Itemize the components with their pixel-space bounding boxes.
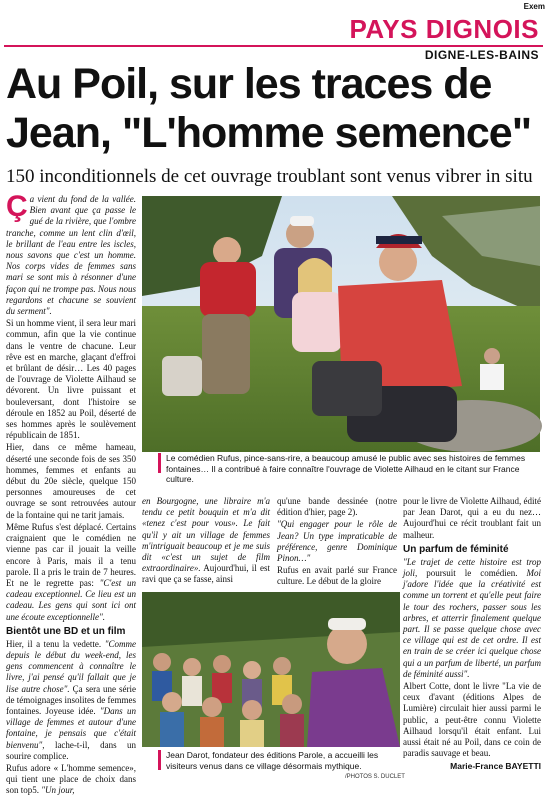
lead-paragraph: Ça vient du fond de la vallée. Bien avant que ça passe le gué de la rivière, que l'ombre tranche, comme un lent clin d'œil, le brillant de l'eau entre les iscles, nous savons que c'est un homme. Nos corps vides de femmes sans mari se sont mis à résonner d'une façon qui ne trompe pas. Nous nous regardons et chacune se souvient du serment".	[6, 190, 136, 317]
intertitle: Bientôt une BD et un film	[6, 625, 126, 637]
photo-rufus	[142, 196, 540, 452]
photo-rufus-caption: Le comédien Rufus, pince-sans-rire, a beaucoup amusé le public avec ses histoires de femmes fontaines… Il a contribué à faire connaître l'ouvrage de Violette Ailhaud en le citant sur France culture.	[158, 453, 538, 485]
author-signature: Marie-France BAYETTI	[450, 761, 541, 772]
headline: Au Poil, sur les traces de Jean, "L'homme semence"	[6, 60, 532, 157]
paragraph: pour le livre de Violette Ailhaud, édité par Jean Darot, qui a eu du nez… Aujourd'hui ce récit troublant fait un malheur.	[403, 496, 542, 540]
paragraph: Rufus adore « L'homme semence», qui tient une place de choix dans son top5. "Un jour,	[6, 762, 136, 796]
article-column-3	[277, 496, 397, 588]
photo-darot-caption: Jean Darot, fondateur des éditions Parole, a accueilli les visiteurs venus dans ce village désormais mythique.	[158, 750, 398, 771]
paragraph: Rufus en avait parlé sur France culture. Le début de la gloire	[277, 565, 397, 587]
article-column-4	[403, 496, 541, 784]
article-column-2	[142, 496, 270, 588]
article-column-1	[6, 190, 137, 796]
subheadline: 150 inconditionnels de cet ouvrage troublant sont venus vibrer in situ	[6, 166, 533, 187]
caption-marker	[158, 453, 161, 473]
corner-label: Exem	[523, 2, 545, 11]
paragraph: Hier, dans ce même hameau, déserté une seconde fois de ses 350 hommes, femmes et enfants au début du 20e siècle, quelque 150 personnes amoureuses de cet ouvrage se sont retrouvées autour de la fontaine qui ne tarit jamais.	[6, 442, 136, 520]
photo-jean-darot-image	[142, 592, 400, 747]
paragraph: qu'une bande dessinée (notre édition d'hier, page 2).	[277, 496, 397, 518]
section-rule	[4, 45, 543, 47]
drop-cap: Ç	[6, 190, 28, 223]
paragraph: Même Rufus s'est déplacé. Certains craignaient que le comédien ne vienne pas car il jouait la veille encore à Paris, mais il a tenu parole. Il a pris le train de 7 heures. Et ne le regrette pas: "C'est un cadeau exceptionnel. Ce lieu est un cadeau. Les gens qui sont ici ont une écoute exceptionnelle".	[6, 521, 136, 622]
paragraph: en Bourgogne, une libraire m'a tendu ce petit bouquin et m'a dit «tenez c'est pour vous». Le fait qu'il y ait un village de femmes m'intriguait beaucoup et je me suis dit «c'est un sujet de film extraordinaire». Aujourd'hui, il est ravi que ça se fasse, ainsi	[142, 496, 270, 585]
photo-jean-darot	[142, 592, 400, 747]
caption-marker	[158, 750, 161, 770]
intertitle: Un parfum de féminité	[403, 543, 509, 555]
photo-credit: /PHOTOS S. DUCLET	[345, 774, 405, 780]
paragraph: "Le trajet de cette histoire est trop joli, poursuit le comédien. Moi j'adore l'idée que la créativité est comme un torrent et qu'elle peut faire le tour des rochers, passer sous les arbres, et atterrir finalement quelque part. Il se passe quelque chose avec ce village qui est de cet ordre. Il est en train de se créer ici quelque chose qui a un parfum de liberté, un parfum de féminité aussi".	[403, 556, 541, 679]
paragraph: Hier, il a tenu la vedette. "Comme depuis le début du week-end, les gens commencent à connaître le livre, j'ai pensé qu'il fallait que je lise autre chose". Ça sera une série de témoignages insolites de femmes fontaines. Joyeuse idée. "Dans un village de femmes et autour d'une fontaine, je pensais que c'était bienvenu", lache-t-il, dans un sourire complice.	[6, 638, 137, 761]
town-label: DIGNE-LES-BAINS	[424, 48, 539, 62]
section-title: PAYS DIGNOIS	[349, 14, 539, 44]
paragraph: "Qui engager pour le rôle de Jean? Un type impraticable de préférence, genre Dominique Pinon…"	[277, 519, 397, 564]
photo-rufus-image	[142, 196, 540, 452]
paragraph: Albert Cotte, dont le livre "La vie de ceux d'avant (éditions Alpes de Lumière) circulait hier aussi parmi le public, a peut-être connu Violette Ailhaud lorsqu'il était enfant. Lui aussi était né au Poil, dans ce coin de paradis sauvage et beau.	[403, 681, 541, 759]
paragraph: Si un homme vient, il sera leur mari commun, afin que la vie continue dans le ventre de chacune. Leur rêve est en marche, glaçant d'effroi et brûlant de désir… Les 40 pages de l'ouvrage de Violette Ailhaud se dévorent. Un livre puissant et bouleversant, dont l'histoire se déroule en 1852 au Poil, déserté de ses hommes après le soulèvement républicain de 1851.	[6, 318, 136, 441]
